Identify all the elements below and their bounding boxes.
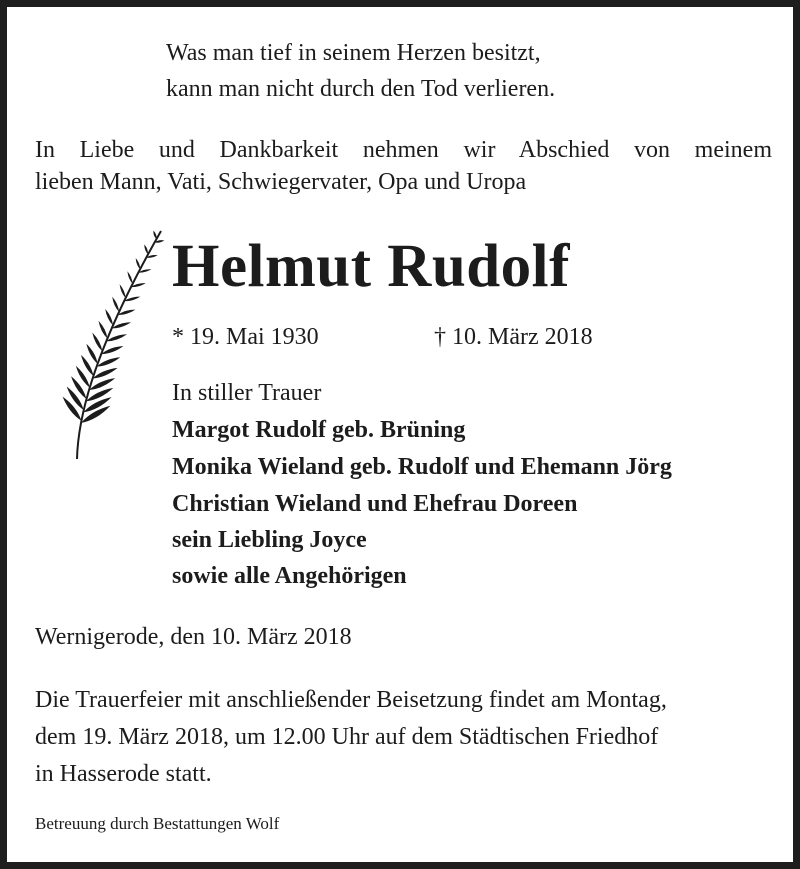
mourning-heading: In stiller Trauer [172,380,322,406]
palm-leaf [112,297,119,312]
palm-leaf [144,244,148,254]
motto-line-2: kann man nicht durch den Tod verlieren. [166,76,556,102]
palm-leaf [86,344,97,364]
intro-text [35,134,772,198]
death-date: † 10. März 2018 [434,324,593,350]
palm-leaf [81,355,93,376]
place-and-date: Wernigerode, den 10. März 2018 [35,624,352,650]
mourner-name: Monika Wieland geb. Rudolf und Ehemann Jörg [172,454,672,480]
funeral-line-2: dem 19. März 2018, um 12.00 Uhr auf dem Städtischen Friedhof [35,724,659,750]
mourner-name: Christian Wieland und Ehefrau Doreen [172,491,578,517]
funeral-home-credit: Betreuung durch Bestattungen Wolf [35,814,280,833]
palm-stem [77,231,161,459]
palm-leaf [105,309,113,326]
palm-leaf [127,271,132,284]
mourner-name: Margot Rudolf geb. Brüning [172,417,466,443]
palm-branch-icon [39,225,169,461]
funeral-line-3: in Hasserode statt. [35,761,212,787]
deceased-name: Helmut Rudolf [172,233,570,300]
birth-date: * 19. Mai 1930 [172,324,319,350]
intro-line-1: In Liebe und Dankbarkeit nehmen wir Abschied von meinem [35,137,772,163]
funeral-line-1: Die Trauerfeier mit anschließender Beisetzung findet am Montag, [35,687,667,713]
mourner-name: sowie alle Angehörigen [172,563,407,589]
motto-line-1: Was man tief in seinem Herzen besitzt, [166,40,541,66]
palm-leaf [120,284,126,298]
palm-leaf [92,333,102,352]
palm-leaf [153,231,156,240]
mourner-name: sein Liebling Joyce [172,527,367,553]
intro-line-2: lieben Mann, Vati, Schwiegervater, Opa und Uropa [35,169,527,195]
palm-leaf [136,258,140,269]
palm-leaf [83,397,111,412]
palm-leaf [99,321,108,339]
